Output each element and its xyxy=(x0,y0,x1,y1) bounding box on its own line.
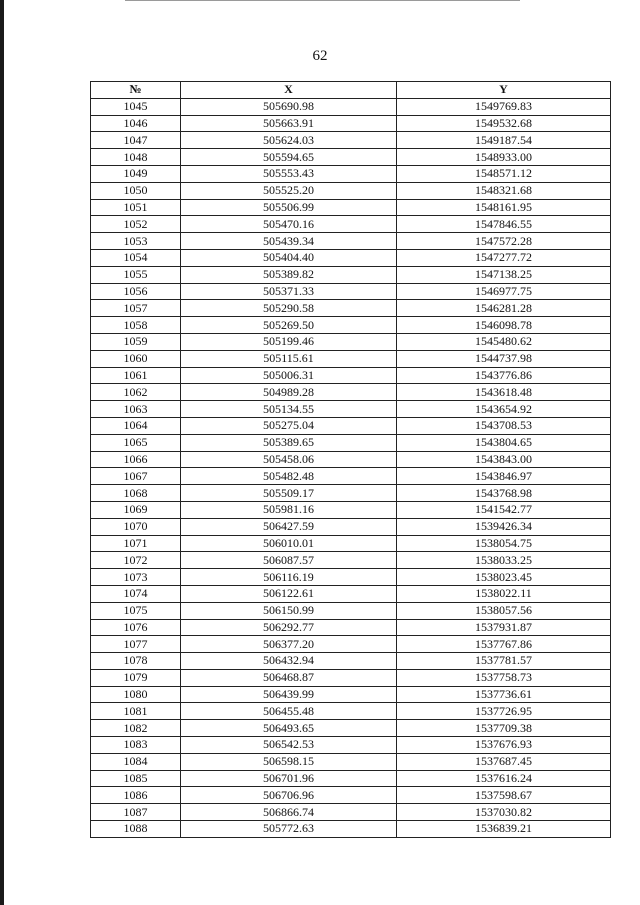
cell-y: 1537616.24 xyxy=(397,770,611,787)
cell-x: 505525.20 xyxy=(181,182,397,199)
coordinates-table xyxy=(90,81,611,838)
cell-x: 506116.19 xyxy=(181,569,397,586)
cell-x: 506427.59 xyxy=(181,518,397,535)
cell-y: 1537709.38 xyxy=(397,720,611,737)
cell-x: 505115.61 xyxy=(181,350,397,367)
cell-x: 506866.74 xyxy=(181,804,397,821)
table-row xyxy=(91,602,611,619)
cell-number: 1085 xyxy=(91,770,181,787)
cell-number: 1064 xyxy=(91,417,181,434)
cell-x: 505389.65 xyxy=(181,434,397,451)
table-row xyxy=(91,821,611,838)
cell-number: 1086 xyxy=(91,787,181,804)
cell-x: 505389.82 xyxy=(181,266,397,283)
table-row xyxy=(91,182,611,199)
cell-y: 1543768.98 xyxy=(397,485,611,502)
cell-y: 1543776.86 xyxy=(397,367,611,384)
cell-y: 1545480.62 xyxy=(397,333,611,350)
cell-x: 506542.53 xyxy=(181,737,397,754)
cell-x: 506468.87 xyxy=(181,669,397,686)
cell-number: 1083 xyxy=(91,737,181,754)
cell-number: 1075 xyxy=(91,602,181,619)
table-row xyxy=(91,753,611,770)
table-row xyxy=(91,451,611,468)
cell-x: 505275.04 xyxy=(181,417,397,434)
table-row xyxy=(91,367,611,384)
cell-number: 1082 xyxy=(91,720,181,737)
cell-y: 1541542.77 xyxy=(397,501,611,518)
page-number: 62 xyxy=(312,48,328,64)
cell-y: 1548321.68 xyxy=(397,182,611,199)
cell-number: 1062 xyxy=(91,384,181,401)
cell-y: 1549769.83 xyxy=(397,98,611,115)
cell-x: 505458.06 xyxy=(181,451,397,468)
cell-number: 1048 xyxy=(91,149,181,166)
cell-y: 1537726.95 xyxy=(397,703,611,720)
cell-y: 1538022.11 xyxy=(397,585,611,602)
cell-number: 1056 xyxy=(91,283,181,300)
cell-number: 1069 xyxy=(91,501,181,518)
table-row xyxy=(91,686,611,703)
table-row xyxy=(91,636,611,653)
cell-number: 1049 xyxy=(91,165,181,182)
cell-y: 1544737.98 xyxy=(397,350,611,367)
cell-number: 1055 xyxy=(91,266,181,283)
table-row xyxy=(91,468,611,485)
cell-x: 506432.94 xyxy=(181,653,397,670)
cell-y: 1547138.25 xyxy=(397,266,611,283)
cell-x: 504989.28 xyxy=(181,384,397,401)
cell-number: 1047 xyxy=(91,132,181,149)
cell-number: 1063 xyxy=(91,401,181,418)
cell-x: 505269.50 xyxy=(181,317,397,334)
cell-number: 1087 xyxy=(91,804,181,821)
cell-x: 505594.65 xyxy=(181,149,397,166)
table-row xyxy=(91,518,611,535)
cell-x: 505624.03 xyxy=(181,132,397,149)
cell-y: 1548161.95 xyxy=(397,199,611,216)
cell-y: 1538054.75 xyxy=(397,535,611,552)
table-row xyxy=(91,165,611,182)
cell-number: 1088 xyxy=(91,821,181,838)
cell-y: 1543843.00 xyxy=(397,451,611,468)
cell-y: 1543618.48 xyxy=(397,384,611,401)
cell-y: 1539426.34 xyxy=(397,518,611,535)
cell-x: 506706.96 xyxy=(181,787,397,804)
table-row xyxy=(91,350,611,367)
cell-y: 1546977.75 xyxy=(397,283,611,300)
cell-x: 506122.61 xyxy=(181,585,397,602)
cell-number: 1080 xyxy=(91,686,181,703)
cell-y: 1537736.61 xyxy=(397,686,611,703)
cell-x: 505690.98 xyxy=(181,98,397,115)
table-row xyxy=(91,149,611,166)
cell-y: 1537758.73 xyxy=(397,669,611,686)
cell-y: 1537030.82 xyxy=(397,804,611,821)
table-row xyxy=(91,569,611,586)
cell-number: 1058 xyxy=(91,317,181,334)
table-row xyxy=(91,737,611,754)
cell-y: 1547277.72 xyxy=(397,249,611,266)
table-row xyxy=(91,300,611,317)
table-row xyxy=(91,787,611,804)
cell-number: 1060 xyxy=(91,350,181,367)
table-row xyxy=(91,283,611,300)
cell-x: 505006.31 xyxy=(181,367,397,384)
cell-number: 1057 xyxy=(91,300,181,317)
cell-y: 1537931.87 xyxy=(397,619,611,636)
cell-number: 1051 xyxy=(91,199,181,216)
cell-x: 505439.34 xyxy=(181,233,397,250)
cell-y: 1547846.55 xyxy=(397,216,611,233)
cell-x: 506087.57 xyxy=(181,552,397,569)
table-row xyxy=(91,669,611,686)
header-y: Y xyxy=(397,82,611,99)
cell-y: 1549187.54 xyxy=(397,132,611,149)
cell-x: 506493.65 xyxy=(181,720,397,737)
cell-number: 1081 xyxy=(91,703,181,720)
cell-number: 1052 xyxy=(91,216,181,233)
cell-x: 506150.99 xyxy=(181,602,397,619)
cell-y: 1546098.78 xyxy=(397,317,611,334)
cell-number: 1059 xyxy=(91,333,181,350)
table-row xyxy=(91,115,611,132)
cell-x: 505506.99 xyxy=(181,199,397,216)
table-row xyxy=(91,501,611,518)
cell-x: 506455.48 xyxy=(181,703,397,720)
table-row xyxy=(91,535,611,552)
cell-y: 1537767.86 xyxy=(397,636,611,653)
table-row xyxy=(91,653,611,670)
cell-y: 1549532.68 xyxy=(397,115,611,132)
cell-y: 1537687.45 xyxy=(397,753,611,770)
cell-number: 1076 xyxy=(91,619,181,636)
table-row xyxy=(91,384,611,401)
cell-x: 505981.16 xyxy=(181,501,397,518)
cell-x: 506598.15 xyxy=(181,753,397,770)
cell-x: 506010.01 xyxy=(181,535,397,552)
cell-x: 506377.20 xyxy=(181,636,397,653)
cell-number: 1072 xyxy=(91,552,181,569)
table-row xyxy=(91,249,611,266)
table-row xyxy=(91,401,611,418)
cell-x: 506292.77 xyxy=(181,619,397,636)
cell-y: 1536839.21 xyxy=(397,821,611,838)
cell-number: 1084 xyxy=(91,753,181,770)
cell-x: 505663.91 xyxy=(181,115,397,132)
cell-number: 1068 xyxy=(91,485,181,502)
scan-top-edge xyxy=(125,0,520,1)
cell-number: 1078 xyxy=(91,653,181,670)
cell-y: 1543708.53 xyxy=(397,417,611,434)
cell-y: 1537781.57 xyxy=(397,653,611,670)
table-row xyxy=(91,233,611,250)
cell-number: 1073 xyxy=(91,569,181,586)
table-row xyxy=(91,585,611,602)
table-header-row xyxy=(91,82,611,99)
table-row xyxy=(91,417,611,434)
header-x: X xyxy=(181,82,397,99)
table-row xyxy=(91,770,611,787)
cell-y: 1537676.93 xyxy=(397,737,611,754)
cell-number: 1053 xyxy=(91,233,181,250)
cell-x: 506701.96 xyxy=(181,770,397,787)
cell-x: 505772.63 xyxy=(181,821,397,838)
cell-x: 505199.46 xyxy=(181,333,397,350)
table-row xyxy=(91,199,611,216)
cell-number: 1061 xyxy=(91,367,181,384)
cell-number: 1066 xyxy=(91,451,181,468)
cell-x: 505509.17 xyxy=(181,485,397,502)
table-row xyxy=(91,485,611,502)
cell-number: 1070 xyxy=(91,518,181,535)
table-row xyxy=(91,619,611,636)
table-row xyxy=(91,317,611,334)
cell-number: 1077 xyxy=(91,636,181,653)
table-row xyxy=(91,703,611,720)
cell-y: 1538057.56 xyxy=(397,602,611,619)
table-row xyxy=(91,552,611,569)
cell-x: 505404.40 xyxy=(181,249,397,266)
table-row xyxy=(91,804,611,821)
cell-y: 1546281.28 xyxy=(397,300,611,317)
table-row xyxy=(91,98,611,115)
cell-y: 1548571.12 xyxy=(397,165,611,182)
cell-y: 1537598.67 xyxy=(397,787,611,804)
cell-number: 1067 xyxy=(91,468,181,485)
cell-x: 505482.48 xyxy=(181,468,397,485)
table-body xyxy=(91,98,611,837)
cell-x: 505371.33 xyxy=(181,283,397,300)
table-row xyxy=(91,434,611,451)
cell-y: 1548933.00 xyxy=(397,149,611,166)
cell-y: 1547572.28 xyxy=(397,233,611,250)
scan-left-edge xyxy=(0,0,4,905)
table-row xyxy=(91,333,611,350)
cell-number: 1074 xyxy=(91,585,181,602)
cell-number: 1065 xyxy=(91,434,181,451)
cell-number: 1054 xyxy=(91,249,181,266)
cell-y: 1543654.92 xyxy=(397,401,611,418)
table-row xyxy=(91,132,611,149)
cell-y: 1543846.97 xyxy=(397,468,611,485)
cell-number: 1046 xyxy=(91,115,181,132)
cell-y: 1538033.25 xyxy=(397,552,611,569)
table-row xyxy=(91,720,611,737)
cell-number: 1079 xyxy=(91,669,181,686)
cell-y: 1538023.45 xyxy=(397,569,611,586)
cell-x: 505470.16 xyxy=(181,216,397,233)
table-row xyxy=(91,266,611,283)
cell-y: 1543804.65 xyxy=(397,434,611,451)
header-number: № xyxy=(91,82,181,99)
cell-x: 505290.58 xyxy=(181,300,397,317)
table-row xyxy=(91,216,611,233)
cell-x: 505134.55 xyxy=(181,401,397,418)
cell-number: 1045 xyxy=(91,98,181,115)
cell-x: 506439.99 xyxy=(181,686,397,703)
cell-number: 1050 xyxy=(91,182,181,199)
cell-number: 1071 xyxy=(91,535,181,552)
cell-x: 505553.43 xyxy=(181,165,397,182)
